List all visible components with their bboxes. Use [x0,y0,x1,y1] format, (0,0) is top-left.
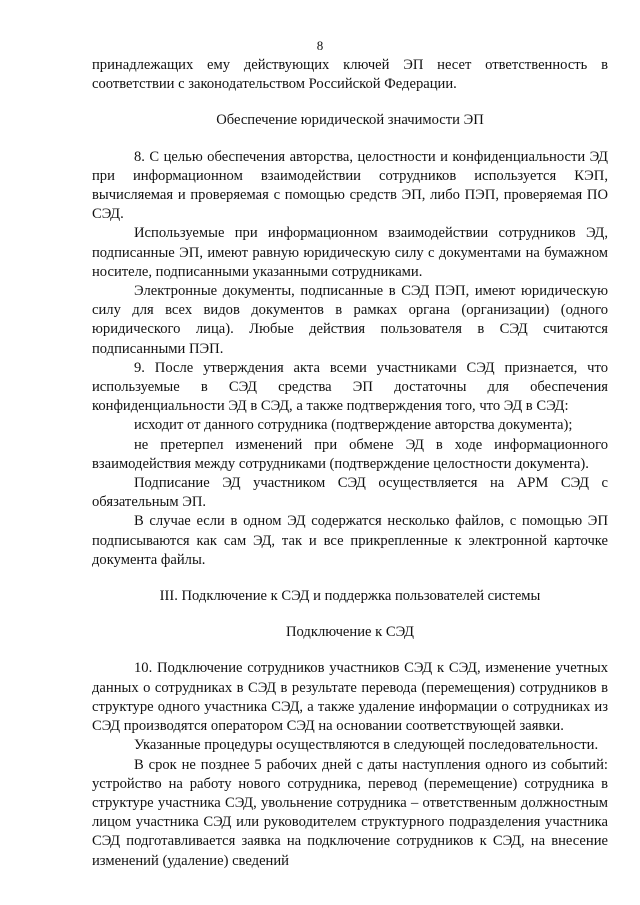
paragraph: Используемые при информационном взаимодействии сотрудников ЭД, подписанные ЭП, имеют равную юридическую силу с документами на бумажном носителе, подписанными указанными сотрудниками. [92,225,608,280]
paragraph-8: 8. С целью обеспечения авторства, целостности и конфиденциальности ЭД при информационном взаимодействии сотрудников используется КЭП, вычисляемая и проверяемая с помощью средств ЭП, либо ПЭП, проверяемая ПО СЭД. [92,148,608,223]
paragraph: не претерпел изменений при обмене ЭД в ходе информационного взаимодействия между сотрудниками (подтверждение целостности документа). [92,436,608,472]
paragraph: Электронные документы, подписанные в СЭД ПЭП, имеют юридическую силу для всех видов документов в рамках органа (организации) (одного юридического лица). Любые действия пользователя в СЭД считаются подписанными ПЭП. [92,283,608,357]
section-heading-legal-significance: Обеспечение юридической значимости ЭП [216,112,484,129]
paragraph: В случае если в одном ЭД содержатся несколько файлов, с помощью ЭП подписываются как сам ЭД, так и все прикрепленные к электронной карточке документа файлы. [92,513,608,568]
paragraph-10: 10. Подключение сотрудников участников СЭД к СЭД, изменение учетных данных о сотрудниках в СЭД в результате перевода (перемещения) сотрудников в структуре одного участника СЭД, а также удаление информации о сотрудниках из СЭД производятся оператором СЭД на основании соответствующей заявки. [92,660,608,735]
paragraph-continuation: принадлежащих ему действующих ключей ЭП несет ответственность в соответствии с законодательством Российской Федерации. [92,57,608,93]
paragraph: В срок не позднее 5 рабочих дней с даты наступления одного из событий: устройство на работу нового сотрудника, перевод (перемещение) сотрудника в структуре участника СЭД, увольнение сотрудника – ответственным должностным лицом участника СЭД или руководителем структурного подразделения участника СЭД подготавливается заявка на подключение сотрудников к СЭД, на внесение изменений (удаление) сведений [92,756,608,869]
page-number: 8 [316,38,324,53]
paragraph: Подписание ЭД участником СЭД осуществляется на АРМ СЭД с обязательным ЭП. [92,475,608,511]
document-body [92,56,608,871]
paragraph: Указанные процедуры осуществляются в следующей последовательности. [134,737,599,754]
paragraph-9: 9. После утверждения акта всеми участниками СЭД признается, что используемые в СЭД средства ЭП достаточны для обеспечения конфиденциальности ЭД в СЭД, а также подтверждения того, что ЭД в СЭД: [92,359,608,415]
subsection-heading-connection: Подключение к СЭД [286,624,414,641]
paragraph: исходит от данного сотрудника (подтверждение авторства документа); [134,417,573,434]
chapter-heading-section-3: III. Подключение к СЭД и поддержка пользователей системы [159,588,541,605]
